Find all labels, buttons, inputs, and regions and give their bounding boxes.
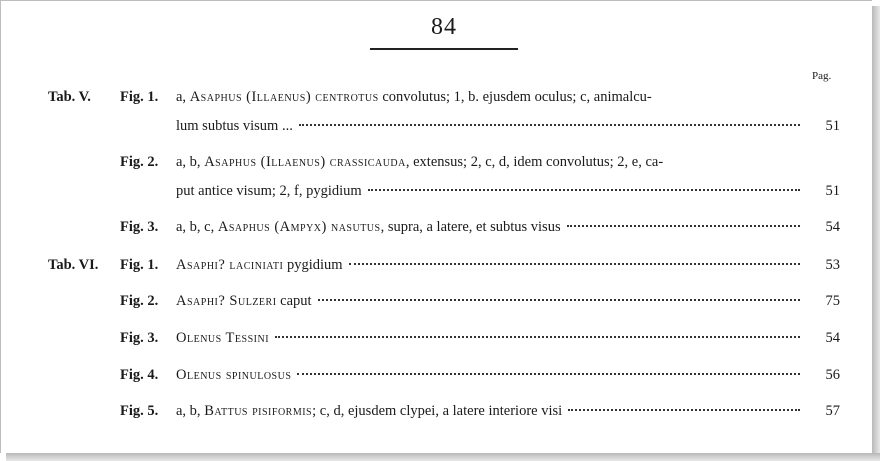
entry-page-number: 53	[825, 257, 840, 273]
entry-pre: a,	[176, 89, 190, 105]
entry-cont-text: put antice visum; 2, f, pygidium	[176, 183, 362, 199]
entry-post: convolutus; 1, b. ejusdem oculus; c, animalcu-	[378, 89, 652, 105]
fig-label: Fig. 1.	[120, 89, 159, 105]
leader-dots	[349, 263, 800, 265]
entry-pre: a, b,	[176, 403, 205, 419]
entry-cont-text: lum subtus visum ...	[176, 118, 293, 134]
tab-label-v: Tab. V.	[48, 89, 91, 105]
leader-dots	[297, 373, 800, 375]
entry-line	[176, 254, 806, 276]
entry-taxon: Battus pisiformis	[204, 403, 313, 419]
entry-line	[176, 364, 806, 386]
tab-label-vi: Tab. VI.	[48, 257, 99, 273]
entry-line	[176, 86, 816, 108]
fig-label: Fig. 1.	[120, 257, 159, 273]
header-rule	[370, 48, 518, 50]
entry-text	[176, 364, 291, 386]
page-shadow-bottom	[6, 453, 880, 461]
entry-page-number: 57	[825, 403, 840, 419]
entry-text	[176, 327, 269, 349]
fig-label: Fig. 3.	[120, 219, 159, 235]
pag-label: Pag.	[812, 70, 832, 82]
entry-post: , supra, a latere, et subtus visus	[380, 219, 561, 235]
leader-dots	[567, 225, 800, 227]
entry-line	[176, 290, 806, 312]
entry-text	[176, 254, 343, 276]
entry-post: ; c, d, ejusdem clypei, a latere interiore visi	[312, 403, 563, 419]
entry-page-number: 54	[825, 330, 840, 346]
fig-label: Fig. 2.	[120, 293, 159, 309]
entry-taxon: Asaphus (Illaenus) crassicauda	[204, 154, 406, 170]
entry-page-number: 56	[825, 367, 840, 383]
leader-dots	[568, 409, 800, 411]
leader-dots	[318, 299, 800, 301]
leader-dots	[275, 336, 800, 338]
entry-taxon: Olenus Tessini	[176, 330, 270, 346]
entry-taxon: Asaphi? laciniati	[176, 257, 284, 273]
entry-line	[176, 151, 816, 173]
page-shadow-right	[872, 6, 880, 461]
entry-taxon: Asaphi? Sulzeri	[176, 293, 277, 309]
entry-taxon: Asaphus (Ampyx) nasutus	[217, 219, 381, 235]
entry-taxon: Olenus spinulosus	[176, 367, 292, 383]
entry-line	[176, 400, 806, 422]
entry-post: pygidium	[283, 257, 343, 273]
fig-label: Fig. 2.	[120, 154, 159, 170]
entry-line	[176, 327, 806, 349]
leader-dots	[368, 189, 800, 191]
entry-line-cont	[176, 180, 806, 202]
entry-text	[176, 290, 312, 312]
entry-page-number: 51	[825, 183, 840, 199]
fig-label: Fig. 3.	[120, 330, 159, 346]
entry-line-cont	[176, 115, 806, 137]
entry-pre: a, b, c,	[176, 219, 218, 235]
entry-text	[176, 400, 562, 422]
entry-page-number: 75	[825, 293, 840, 309]
entry-page-number: 51	[825, 118, 840, 134]
entry-pre: a, b,	[176, 154, 205, 170]
entry-post: caput	[276, 293, 312, 309]
entry-line	[176, 216, 806, 238]
entry-post: , extensus; 2, c, d, idem convolutus; 2, e, ca-	[405, 154, 664, 170]
fig-label: Fig. 5.	[120, 403, 159, 419]
entry-page-number: 54	[825, 219, 840, 235]
entry-text	[176, 216, 561, 238]
entry-taxon: Asaphus (Illaenus) centrotus	[189, 89, 379, 105]
page-number: 84	[431, 14, 457, 40]
fig-label: Fig. 4.	[120, 367, 159, 383]
leader-dots	[299, 124, 800, 126]
